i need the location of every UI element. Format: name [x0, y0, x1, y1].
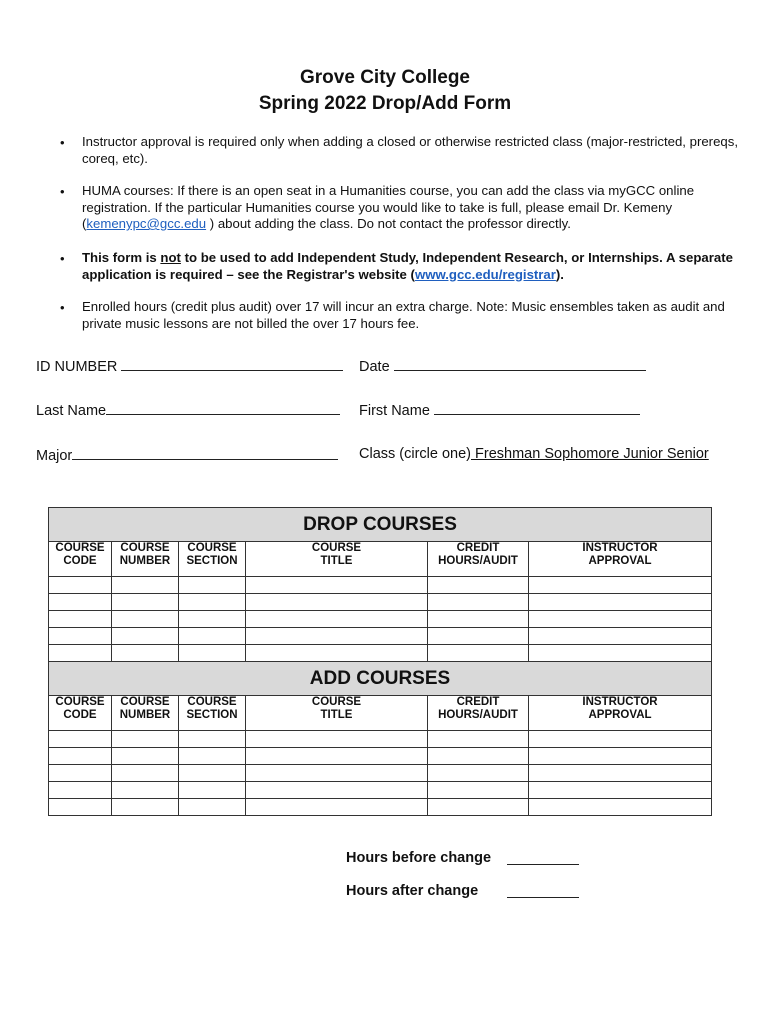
- instruction-independent-study: [82, 250, 742, 283]
- table-row[interactable]: [49, 611, 712, 628]
- col-course-number: COURSE NUMBER: [112, 696, 179, 731]
- col-instructor-approval: INSTRUCTOR APPROVAL: [529, 542, 712, 577]
- registrar-link[interactable]: www.gcc.edu/registrar: [414, 266, 556, 282]
- bullet-dot: •: [60, 300, 65, 315]
- last-name-field[interactable]: [36, 400, 340, 420]
- college-name: Grove City College: [300, 67, 470, 88]
- add-courses-heading: ADD COURSES: [49, 662, 712, 696]
- date-field[interactable]: [359, 356, 646, 376]
- table-row[interactable]: [49, 765, 712, 782]
- form-title: Spring 2022 Drop/Add Form: [258, 93, 512, 114]
- col-course-number: COURSE NUMBER: [112, 542, 179, 577]
- bullet-dot: •: [60, 251, 65, 266]
- drop-courses-heading: DROP COURSES: [49, 508, 712, 542]
- huma-text-rest: ) about adding the class. Do not contact the professor directly.: [206, 216, 571, 231]
- first-name-line[interactable]: [434, 400, 640, 415]
- independent-text-3: ).: [555, 266, 564, 282]
- date-line[interactable]: [394, 356, 646, 371]
- huma-text: HUMA courses: If there is an open seat in a Humanities course, you can add the class via myGCC online registration. If the particular Humanities course you would like to take is full, please email Dr. Kemeny: [82, 183, 695, 215]
- id-number-field[interactable]: [36, 356, 343, 376]
- independent-text-1: This form is: [82, 250, 161, 265]
- first-name-field[interactable]: [359, 400, 640, 420]
- table-row[interactable]: [49, 748, 712, 765]
- id-number-line[interactable]: [121, 356, 343, 371]
- class-label: Class (circle one): [359, 446, 471, 462]
- col-credit-hours: CREDIT HOURS/AUDIT: [428, 542, 529, 577]
- huma-paren: (: [82, 216, 87, 231]
- instruction-approval: Instructor approval is required only when adding a closed or otherwise restricted class (major-restricted, prereqs, coreq, etc).: [82, 134, 739, 166]
- col-course-code: COURSE CODE: [49, 696, 112, 731]
- table-row[interactable]: [49, 594, 712, 611]
- table-row[interactable]: [49, 645, 712, 662]
- table-row[interactable]: [49, 782, 712, 799]
- last-name-label: Last Name: [36, 403, 107, 419]
- hours-after-line[interactable]: [507, 897, 579, 898]
- bullet-dot: •: [60, 135, 65, 150]
- hours-before-label: Hours before change: [346, 850, 492, 866]
- not-emphasis: not: [160, 250, 181, 265]
- major-label: Major: [36, 448, 73, 464]
- col-course-code: COURSE CODE: [49, 542, 112, 577]
- hours-before-line[interactable]: [507, 864, 579, 865]
- table-row[interactable]: [49, 731, 712, 748]
- col-instructor-approval: INSTRUCTOR APPROVAL: [529, 696, 712, 731]
- bullet-dot: •: [60, 184, 65, 199]
- col-course-section: COURSE SECTION: [179, 696, 246, 731]
- table-row[interactable]: [49, 628, 712, 645]
- last-name-line[interactable]: [106, 400, 340, 415]
- hours-after-label: Hours after change: [346, 883, 479, 899]
- col-course-title: COURSE TITLE: [246, 696, 428, 731]
- independent-text-2: to be used to add Independent Study, Independent Research, or Internships. A separate application is required – see the Registrar's website (: [82, 250, 733, 282]
- drop-courses-table: [48, 507, 712, 816]
- date-label: Date: [359, 359, 390, 375]
- instruction-huma: [82, 183, 742, 233]
- col-credit-hours: CREDIT HOURS/AUDIT: [428, 696, 529, 731]
- kemeny-email-link[interactable]: kemenypc@gcc.edu: [86, 216, 207, 231]
- class-options[interactable]: Freshman Sophomore Junior Senior: [471, 446, 709, 462]
- drop-column-headers: [49, 542, 712, 577]
- table-row[interactable]: [49, 799, 712, 816]
- first-name-label: First Name: [359, 403, 430, 419]
- add-column-headers: [49, 696, 712, 731]
- class-field[interactable]: [359, 445, 709, 463]
- major-line[interactable]: [72, 445, 338, 460]
- col-course-title: COURSE TITLE: [246, 542, 428, 577]
- major-field[interactable]: [36, 445, 338, 465]
- instruction-hours: Enrolled hours (credit plus audit) over 17 will incur an extra charge. Note: Music ensembles taken as audit and private music lessons are not billed the over 17 hours fee.: [82, 299, 725, 331]
- col-course-section: COURSE SECTION: [179, 542, 246, 577]
- table-row[interactable]: [49, 577, 712, 594]
- id-number-label: ID NUMBER: [36, 359, 118, 375]
